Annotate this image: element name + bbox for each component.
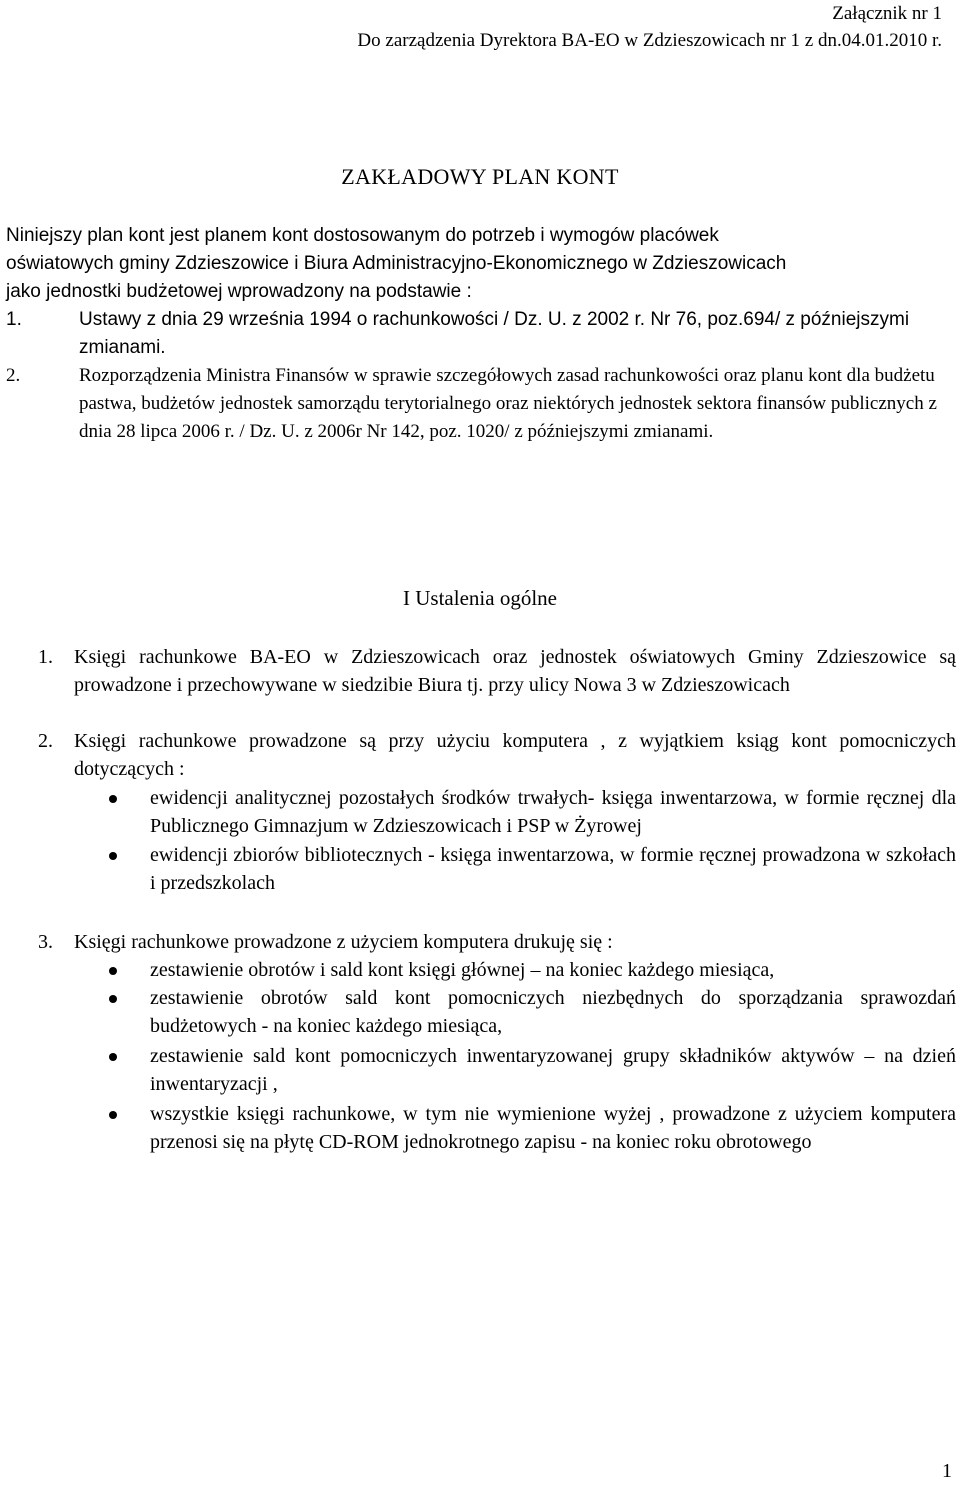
intro-line: Niniejszy plan kont jest planem kont dostosowanym do potrzeb i wymogów placówek [6, 225, 719, 246]
general-rule-item [38, 727, 956, 783]
bullet-icon [109, 852, 117, 860]
bullet-item [150, 1100, 956, 1156]
intro-line: oświatowych gminy Zdzieszowice i Biura Administracyjno-Ekonomicznego w Zdzieszowicach [6, 253, 787, 274]
legal-basis-number: 1. [6, 309, 22, 330]
document-title: ZAKŁADOWY PLAN KONT [341, 164, 619, 189]
bullet-icon [109, 1111, 117, 1119]
legal-basis-item [6, 306, 952, 362]
general-rule-item [38, 928, 956, 956]
bullet-item [150, 841, 956, 897]
bullet-item [150, 1042, 956, 1098]
rule-number: 2. [38, 730, 53, 752]
bullet-icon [109, 1053, 117, 1061]
bullet-item [150, 956, 956, 984]
bullet-text: zestawienie sald kont pomocniczych inwentaryzowanej grupy składników aktywów – na dzień inwentaryzacji , [150, 1045, 956, 1095]
section-heading: I Ustalenia ogólne [403, 586, 557, 610]
ordinance-reference: Do zarządzenia Dyrektora BA-EO w Zdzieszowicach nr 1 z dn.04.01.2010 r. [357, 30, 942, 51]
bullet-text: ewidencji analitycznej pozostałych środków trwałych- księga inwentarzowa, w formie ręcznej dla Publicznego Gimnazjum w Zdzieszowicach i PSP w Żyrowej [150, 787, 956, 837]
bullet-item [150, 984, 956, 1040]
page-number: 1 [942, 1460, 952, 1482]
intro-paragraph [6, 222, 951, 306]
legal-basis-item [6, 362, 952, 446]
rule-text: Księgi rachunkowe prowadzone z użyciem komputera drukuję się : [74, 931, 613, 953]
attachment-label: Załącznik nr 1 [832, 3, 942, 24]
bullet-icon [109, 967, 117, 975]
bullet-icon [109, 795, 117, 803]
rule-number: 3. [38, 931, 53, 953]
bullet-icon [109, 995, 117, 1003]
legal-basis-text: Rozporządzenia Ministra Finansów w sprawie szczegółowych zasad rachunkowości oraz planu kont dla budżetu pastwa, budżetów jednostek samorządu terytorialnego oraz niektórych jednostek sektora finansów publicznych z dnia 28 lipca 2006 r. / Dz. U. z 2006r Nr 142, poz. 1020/ z późniejszymi zmianami. [79, 365, 937, 442]
intro-line: jako jednostki budżetowej wprowadzony na podstawie : [6, 281, 472, 302]
rule-text: Księgi rachunkowe prowadzone są przy użyciu komputera , z wyjątkiem ksiąg kont pomocniczych dotyczących : [74, 730, 956, 780]
bullet-text: ewidencji zbiorów bibliotecznych - księga inwentarzowa, w formie ręcznej prowadzona w szkołach i przedszkolach [150, 844, 956, 894]
bullet-text: zestawienie obrotów sald kont pomocniczych niezbędnych do sporządzania sprawozdań budżetowych - na koniec każdego miesiąca, [150, 987, 956, 1037]
legal-basis-number: 2. [6, 365, 21, 386]
bullet-text: zestawienie obrotów i sald kont księgi głównej – na koniec każdego miesiąca, [150, 959, 775, 981]
general-rule-item [38, 643, 956, 699]
bullet-text: wszystkie księgi rachunkowe, w tym nie wymienione wyżej , prowadzone z użyciem komputera przenosi się na płytę CD-ROM jednokrotnego zapisu - na koniec roku obrotowego [150, 1103, 956, 1153]
rule-text: Księgi rachunkowe BA-EO w Zdzieszowicach oraz jednostek oświatowych Gminy Zdzieszowice są prowadzone i przechowywane w siedzibie Biura tj. przy ulicy Nowa 3 w Zdzieszowicach [74, 646, 956, 696]
bullet-item [150, 784, 956, 840]
legal-basis-text: Ustawy z dnia 29 września 1994 o rachunkowości / Dz. U. z 2002 r. Nr 76, poz.694/ z późniejszymi zmianami. [79, 309, 910, 358]
rule-number: 1. [38, 646, 53, 668]
